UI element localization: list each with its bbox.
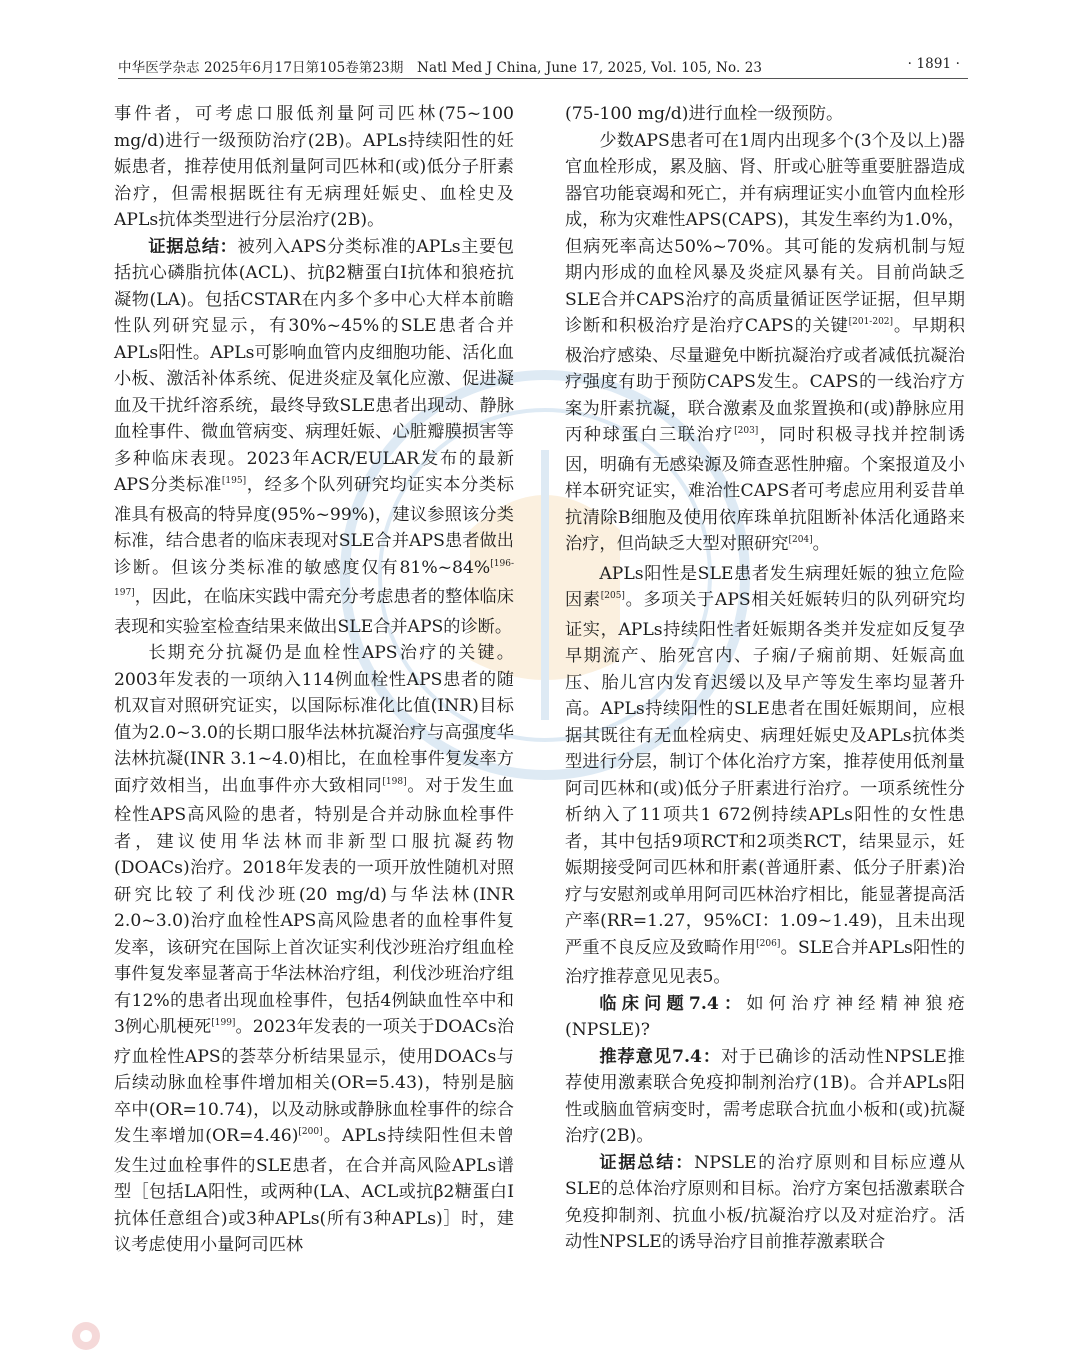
evidence-summary-label: 证据总结：	[599, 1152, 695, 1173]
recommendation-text: 对于已确诊的活动性NPSLE推荐使用激素联合免疫抑制剂治疗(1B)。合并APLs阳性或脑血管病变时，需考虑联合抗血小板和(或)抗凝治疗(2B)。	[565, 1046, 965, 1146]
paragraph-text: 。2023年发表的一项关于DOACs治疗血栓性APS的荟萃分析结果显示，使用DOACs与后续动脉血栓事件增加相关(OR=5.43)，特别是脑卒中(OR=10.74)，以及动脉或静脉血栓事件的综合发生率增加(OR=4.46)	[114, 1017, 515, 1146]
running-header	[118, 56, 968, 79]
paragraph-text: NPSLE的治疗原则和目标应遵从SLE的总体治疗原则和目标。治疗方案包括激素联合免疫抑制剂、抗血小板/抗凝治疗以及对症治疗。活动性NPSLE的诱导治疗目前推荐激素联合	[565, 1152, 965, 1252]
paragraph-text: 。	[812, 534, 830, 554]
paragraph-evidence-aps	[114, 234, 514, 641]
citation-198: [198]	[382, 776, 407, 787]
paragraph-text: ，同时积极寻找并控制诱因，明确有无感染源及筛查恶性肿瘤。个案报道及小样本研究证实，难治性CAPS者可考虑应用利妥昔单抗清除B细胞及使用依库珠单抗阻断补体活化通路来治疗，但尚缺乏大型对照研究	[565, 425, 965, 554]
citation-200: [200]	[298, 1127, 323, 1137]
recommendation-label: 推荐意见7.4：	[599, 1046, 722, 1067]
citation-201-202: [201-202]	[848, 317, 894, 327]
paragraph-evidence-npsle	[565, 1150, 965, 1256]
citation-203: [203]	[734, 426, 759, 436]
paragraph-pregnancy	[565, 561, 965, 991]
paragraph-text: 。SLE合并APLs阳性的治疗推荐意见见表5。	[565, 937, 965, 987]
paragraph-text: 少数APS患者可在1周内出现多个(3个及以上)器官血栓形成，累及脑、肾、肝或心脏等重要脏器造成器官功能衰竭和死亡，并有病理证实小血管内血栓形成，称为灾难性APS(CAPS)，其发生率约为1.0%，但病死率高达50%~70%。其可能的发病机制与短期内形成的血栓风暴及炎症风暴有关。目前尚缺乏SLE合并CAPS治疗的高质量循证医学证据，但早期诊断和积极治疗是治疗CAPS的关键	[565, 130, 965, 336]
evidence-summary-label: 证据总结：	[148, 236, 238, 257]
citation-204: [204]	[788, 535, 813, 545]
paragraph-text: 。APLs持续阳性但未曾发生过血栓事件的SLE患者，在合并高风险APLs谱型［包括LA阳性，或两种(LA、ACL或抗β2糖蛋白Ⅰ抗体任意组合)或3种APLs(所有3种APLs)］时，建议考虑使用小量阿司匹林	[114, 1126, 514, 1255]
page-number: · 1891 ·	[907, 56, 960, 72]
paragraph-text: APLs阳性是SLE患者发生病理妊娠的独立危险因素	[565, 563, 965, 610]
paragraph-text: 。对于发生血栓性APS高风险的患者，特别是合并动脉血栓事件者，建议使用华法林而非新型口服抗凝药物(DOACs)治疗。2018年发表的一项开放性随机对照研究比较了利伐沙班(20 mg/d)与华法林(INR 2.0~3.0)治疗血栓性APS高风险患者的血栓事件复发率，该研究在国际上首次证实利伐沙班治疗组血栓事件复发率显著高于华法林治疗组，利伐沙班治疗组有12%的患者出现血栓事件，包括4例缺血性卒中和3例心肌梗死	[114, 775, 514, 1037]
right-column	[565, 101, 965, 1256]
citation-199: [199]	[211, 1018, 236, 1028]
clinical-question-text: 如何治疗神经精神狼疮(NPSLE)?	[565, 993, 965, 1040]
journal-citation: 中华医学杂志 2025年6月17日第105卷第23期 Natl Med J China, June 17, 2025, Vol. 105, No. 23	[118, 60, 763, 76]
paragraph-text: 长期充分抗凝仍是血栓性APS治疗的关键。2003年发表的一项纳入114例血栓性APS患者的随机双盲对照研究证实，以国际标准化比值(INR)目标值为2.0~3.0的长期口服华法林抗凝治疗与高强度华法林抗凝(INR 3.1~4.0)相比，在血栓事件复发率方面疗效相当，出血事件亦大致相同	[114, 643, 514, 796]
publisher-logo	[68, 1318, 488, 1354]
paragraph-caps	[565, 128, 965, 561]
paragraph-text: 。多项关于APS相关妊娠转归的队列研究均证实，APLs持续阳性者妊娠期各类并发症如反复孕早期流产、胎死宫内、子痫/子痫前期、妊娠高血压、胎儿宫内发育迟缓以及早产等发生率均显著升高。APLs持续阳性的SLE患者在围妊娠期间，应根据其既往有无血栓病史、病理妊娠史及APLs抗体类型进行分层，制订个体化治疗方案，推荐使用低剂量阿司匹林和(或)低分子肝素进行治疗。一项系统性分析纳入了11项共1 672例持续APLs阳性的女性患者，其中包括9项RCT和2项类RCT，结果显示，妊娠期接受阿司匹林和肝素(普通肝素、低分子肝素)治疗与安慰剂或单用阿司匹林治疗相比，能显著提高活产率(RR=1.27，95%CI：1.09~1.49)，且未出现严重不良反应及致畸作用	[565, 590, 965, 958]
paragraph-continuation: (75-100 mg/d)进行血栓一级预防。	[565, 104, 844, 124]
citation-196-197: [196-197]	[114, 558, 514, 598]
paragraph-text: 被列入APS分类标准的APLs主要包括抗心磷脂抗体(ACL)、抗β2糖蛋白Ⅰ抗体和狼疮抗凝物(LA)。包括CSTAR在内多个多中心大样本前瞻性队列研究显示，有30%~45%的SLE患者合并APLs阳性。APLs可影响血管内皮细胞功能、活化血小板、激活补体系统、促进炎症及氧化应激、促进凝血及干扰纤溶系统，最终导致SLE患者出现动、静脉血栓事件、微血管病变、病理妊娠、心脏瓣膜损害等多种临床表现。2023年ACR/EULAR发布的最新APS分类标准	[114, 236, 514, 495]
citation-205: [205]	[600, 591, 625, 601]
paragraph-anticoagulation	[114, 640, 514, 1259]
paragraph-text: ，因此，在临床实践中需充分考虑患者的整体临床表现和实验室检查结果来做出SLE合并APS的诊断。	[114, 587, 514, 637]
paragraph-text: 。早期积极治疗感染、尽量避免中断抗凝治疗或者减低抗凝治疗强度有助于预防CAPS发生。CAPS的一线治疗方案为肝素抗凝，联合激素及血浆置换和(或)静脉应用丙种球蛋白三联治疗	[565, 316, 965, 445]
paragraph-recommendation-tail: 事件者，可考虑口服低剂量阿司匹林(75~100 mg/d)进行一级预防治疗(2B)。APLs持续阳性的妊娠患者，推荐使用低剂量阿司匹林和(或)低分子肝素治疗，但需根据既往有无病理妊娠史、血栓史及APLs抗体类型进行分层治疗(2B)。	[114, 104, 514, 230]
paragraph-text: ，经多个队列研究均证实本分类标准具有极高的特异度(95%~99%)，建议参照该分类标准，结合患者的临床表现对SLE合并APS患者做出诊断。但该分类标准的敏感度仅有81%~84%	[114, 475, 514, 578]
citation-206: [206]	[756, 938, 781, 949]
clinical-question-7-4	[565, 991, 965, 1044]
citation-195: [195]	[221, 476, 247, 486]
recommendation-7-4	[565, 1044, 965, 1150]
left-column	[114, 101, 514, 1259]
clinical-question-label: 临床问题7.4：	[599, 993, 747, 1014]
